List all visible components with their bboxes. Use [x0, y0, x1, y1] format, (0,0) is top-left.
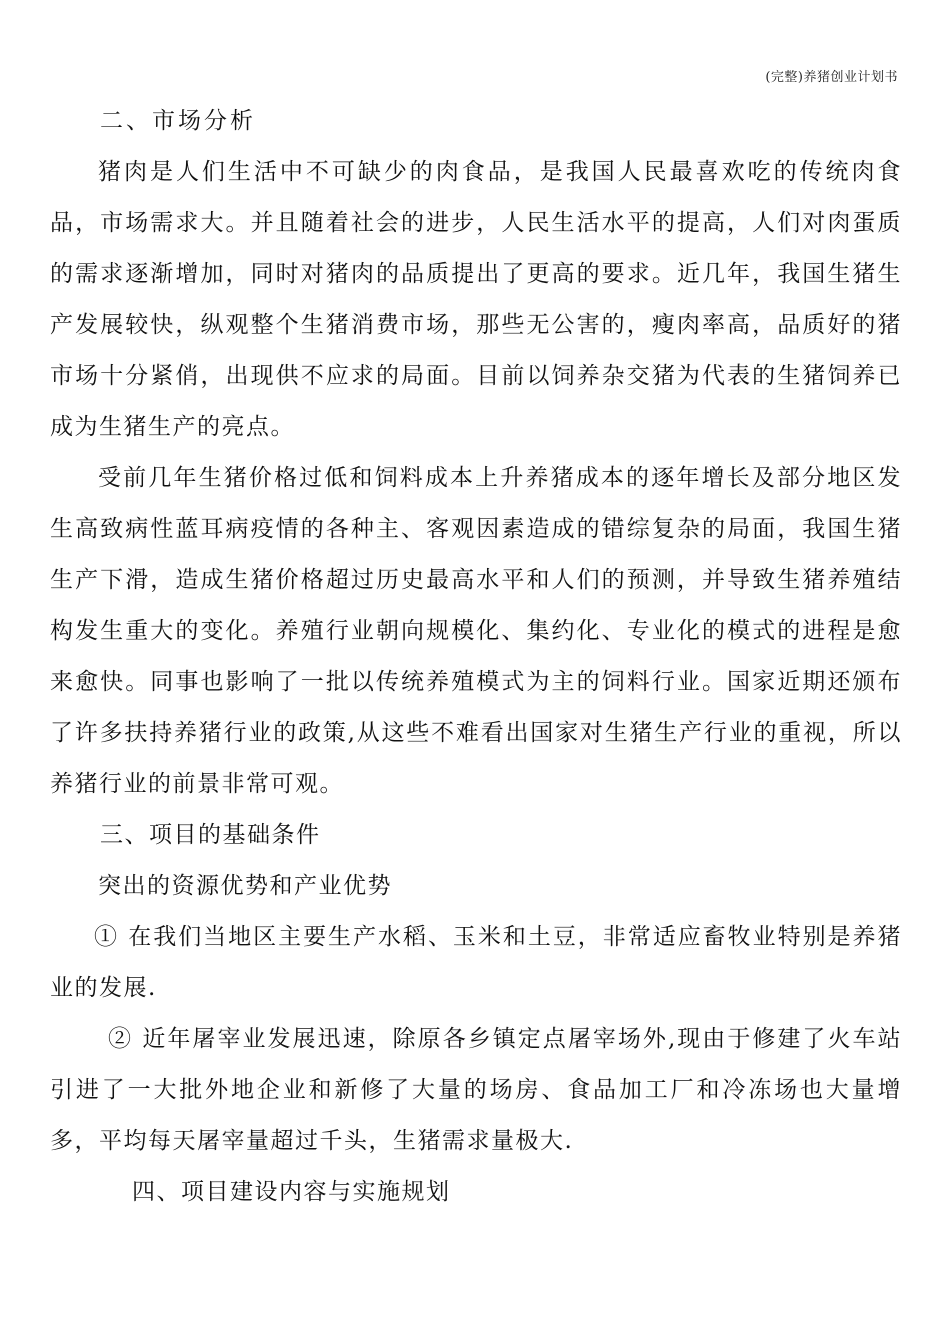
section-heading-construction-plan: 四、项目建设内容与实施规划: [132, 1179, 451, 1205]
running-header: (完整)养猪创业计划书: [765, 70, 898, 85]
paragraph-market-2: 受前几年生猪价格过低和饲料成本上升养猪成本的逐年增长及部分地区发生高致病性蓝耳病疫情的各种主、客观因素造成的错综复杂的局面，我国生猪生产下滑，造成生猪价格超过历史最高水平和人们的预测，并导致生猪养殖结构发生重大的变化。养殖行业朝向规模化、集约化、专业化的模式的进程是愈来愈快。同事也影响了一批以传统养殖模式为主的饲料行业。国家近期还颁布了许多扶持养猪行业的政策,从这些不难看出国家对生猪生产行业的重视，所以养猪行业的前景非常可观。: [50, 465, 902, 797]
paragraph-market-1: 猪肉是人们生活中不可缺少的肉食品，是我国人民最喜欢吃的传统肉食品，市场需求大。并且随着社会的进步，人民生活水平的提高，人们对肉蛋质的需求逐渐增加，同时对猪肉的品质提出了更高的要求。近几年，我国生猪生产发展较快，纵观整个生猪消费市场，那些无公害的，瘦肉率高，品质好的猪市场十分紧俏，出现供不应求的局面。目前以饲养杂交猪为代表的生猪饲养已成为生猪生产的亮点。: [50, 159, 902, 440]
section-heading-project-basis: 三、项目的基础条件: [100, 822, 321, 848]
section-heading-market-analysis: 二、市场分析: [100, 108, 256, 134]
subheading-advantages: 突出的资源优势和产业优势: [98, 873, 392, 899]
document-body: [50, 96, 902, 1218]
list-item-advantage-1: ① 在我们当地区主要生产水稻、玉米和土豆，非常适应畜牧业特别是养猪业的发展.: [50, 924, 902, 1001]
list-item-advantage-2: ② 近年屠宰业发展迅速，除原各乡镇定点屠宰场外,现由于修建了火车站引进了一大批外地企业和新修了大量的场房、食品加工厂和冷冻场也大量增多，平均每天屠宰量超过千头，生猪需求量极大.: [50, 1026, 902, 1154]
